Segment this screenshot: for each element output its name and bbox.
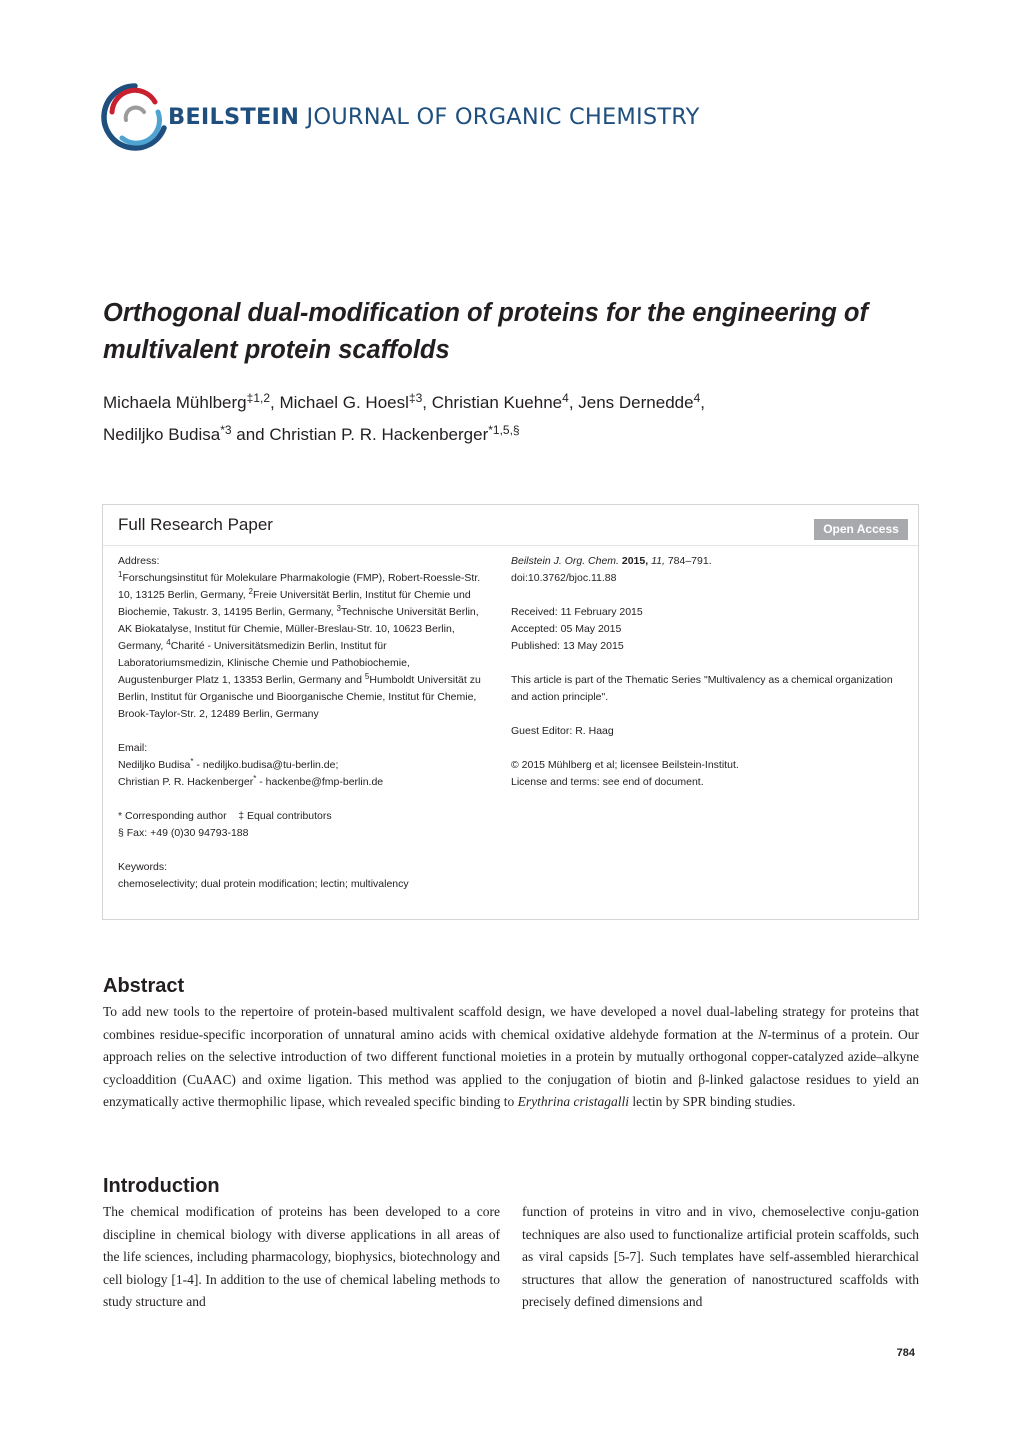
affiliation-number: 5 bbox=[364, 672, 370, 681]
journal-name bbox=[168, 104, 700, 130]
affiliation-number: 2 bbox=[248, 587, 253, 596]
citation-journal: Beilstein J. Org. Chem. bbox=[511, 555, 619, 567]
license-block bbox=[511, 757, 911, 791]
journal-name-rest: JOURNAL OF ORGANIC CHEMISTRY bbox=[299, 104, 700, 130]
published-date: Published: 13 May 2015 bbox=[511, 640, 624, 652]
affiliation-text: Charité - Universitätsmedizin Berlin, Institut für Laboratoriumsmedizin, Klinische Chemie und Pathobiochemie, Augustenburger Platz 1, 13353 Berlin, Germany and bbox=[118, 640, 410, 686]
affiliation-number: 3 bbox=[336, 604, 341, 613]
introduction-column-left: The chemical modification of proteins has been developed to a core discipline in chemical biology with diverse applications in all areas of the life sciences, including pharmacology, biophysics, biotechnology and cell biology [1-4]. In addition to the use of chemical labeling methods to study structure and bbox=[103, 1204, 500, 1310]
author-name: Michaela Mühlberg bbox=[103, 393, 247, 412]
abstract-heading: Abstract bbox=[103, 975, 185, 997]
citation-year: 2015, bbox=[621, 555, 649, 567]
email-author-mark: * bbox=[190, 757, 194, 766]
author-name: Christian Kuehne bbox=[431, 393, 563, 412]
author-name: Christian P. R. Hackenberger bbox=[269, 425, 489, 444]
box-divider bbox=[103, 545, 918, 546]
author-name: Michael G. Hoesl bbox=[279, 393, 409, 412]
article-title: Orthogonal dual-modification of proteins for the engineering of multivalent protein scaffolds bbox=[103, 299, 868, 364]
author-name: Jens Dernedde bbox=[578, 393, 694, 412]
abstract-italic: N bbox=[758, 1026, 768, 1042]
author-separator: , bbox=[270, 393, 280, 412]
journal-logo bbox=[100, 82, 700, 152]
address-label: Address: bbox=[118, 555, 160, 567]
author-affiliation: *1,5,§ bbox=[488, 423, 520, 437]
article-info-box bbox=[102, 504, 919, 920]
license-terms[interactable]: License and terms: see end of document. bbox=[511, 776, 704, 788]
guest-editor: Guest Editor: R. Haag bbox=[511, 725, 614, 737]
address-block bbox=[118, 553, 483, 723]
abstract-italic: Erythrina cristagalli bbox=[517, 1094, 629, 1110]
info-left-column bbox=[118, 553, 483, 910]
introduction-column-right: function of proteins in vitro and in vivo, chemoselective conju-gation techniques are also used to functionalize artificial protein scaffolds, such as viral capsids [5-7]. Such templates have self-assembled hierarchical structures that allow the generation of nanostructured scaffolds with precisely defined dimensions and bbox=[522, 1204, 919, 1310]
citation-volume: 11, bbox=[651, 555, 665, 567]
introduction-heading: Introduction bbox=[103, 1175, 220, 1197]
author-affiliation: 4 bbox=[562, 391, 569, 405]
author-affiliation: ‡1,2 bbox=[246, 391, 270, 405]
author-name: Nediljko Budisa bbox=[103, 425, 221, 444]
author-separator: , bbox=[700, 393, 705, 412]
email-label: Email: bbox=[118, 742, 148, 754]
keywords-label: Keywords: bbox=[118, 861, 168, 873]
page-number: 784 bbox=[896, 1347, 915, 1359]
received-date: Received: 11 February 2015 bbox=[511, 606, 643, 618]
dates-block bbox=[511, 604, 911, 655]
fax-footnote: § Fax: +49 (0)30 94793-188 bbox=[118, 827, 249, 839]
copyright: © 2015 Mühlberg et al; licensee Beilstein-Institut. bbox=[511, 759, 739, 771]
affiliation-text: Humboldt Universität zu Berlin, Institut für Organische und Bioorganische Chemie, Institut für Chemie, Brook-Taylor-Str. 2, 12489 Berlin, Germany bbox=[118, 674, 481, 720]
open-access-badge: Open Access bbox=[814, 519, 908, 540]
email-author: Christian P. R. Hackenberger bbox=[118, 776, 254, 788]
author-separator: , bbox=[568, 393, 579, 412]
email-address[interactable]: - hackenbe@fmp-berlin.de bbox=[256, 776, 384, 788]
affiliation-text: Technische Universität Berlin, AK Biokatalyse, Institut für Chemie, Müller-Breslau-Str. 10, 10623 Berlin, Germany, bbox=[118, 606, 479, 652]
doi-link[interactable]: doi:10.3762/bjoc.11.88 bbox=[511, 572, 617, 584]
footnotes-block bbox=[118, 808, 483, 842]
email-author-mark: * bbox=[253, 774, 257, 783]
series-note: This article is part of the Thematic Series "Multivalency as a chemical organization and action principle". bbox=[511, 674, 893, 703]
author-list bbox=[103, 387, 923, 451]
abstract-text bbox=[103, 1001, 919, 1114]
email-author: Nediljko Budisa bbox=[118, 759, 191, 771]
author-affiliation: *3 bbox=[220, 423, 232, 437]
keywords-text: chemoselectivity; dual protein modification; lectin; multivalency bbox=[118, 878, 409, 890]
citation bbox=[511, 553, 911, 570]
beilstein-logo-icon bbox=[100, 82, 170, 152]
citation-pages: 784–791. bbox=[667, 555, 712, 567]
author-affiliation: 4 bbox=[693, 391, 701, 405]
email-entry bbox=[118, 757, 483, 774]
email-entry bbox=[118, 774, 483, 791]
citation-block bbox=[511, 553, 911, 587]
affiliation-text: Freie Universität Berlin, Institut für Chemie und Biochemie, Takustr. 3, 14195 Berlin, Germany, bbox=[118, 589, 471, 618]
info-right-column bbox=[511, 553, 911, 808]
accepted-date: Accepted: 05 May 2015 bbox=[511, 623, 622, 635]
affiliation-number: 4 bbox=[166, 638, 171, 647]
corresponding-footnote: * Corresponding author ‡ Equal contributors bbox=[118, 810, 332, 822]
email-block bbox=[118, 740, 483, 791]
affiliation-text: Forschungsinstitut für Molekulare Pharmakologie (FMP), Robert-Roessle-Str. 10, 13125 Berlin, Germany, bbox=[118, 572, 481, 601]
article-type: Full Research Paper bbox=[118, 515, 273, 534]
abstract-segment: lectin by SPR binding studies. bbox=[628, 1094, 796, 1110]
journal-name-bold: BEILSTEIN bbox=[168, 104, 300, 130]
author-separator: and bbox=[231, 425, 270, 444]
keywords-block bbox=[118, 859, 483, 893]
affiliation-number: 1 bbox=[118, 570, 123, 579]
abstract-segment: To add new tools to the repertoire of protein-based multivalent scaffold design, we have developed a novel dual-labeling strategy for proteins that combines residue-specific incorporation of unnatural amino acids with chemical oxidative aldehyde formation at the bbox=[103, 1004, 919, 1042]
abstract-segment: -terminus of a protein. Our approach relies on the selective introduction of two different functional moieties in a protein by mutually orthogonal copper-catalyzed azide–alkyne cycloaddition (CuAAC) and oxime ligation. This method was applied to the conjugation of biotin and β-linked galactose residues to yield an enzymatically active thermophilic lipase, which revealed specific binding to bbox=[103, 1026, 919, 1110]
email-address[interactable]: - nediljko.budisa@tu-berlin.de; bbox=[193, 759, 339, 771]
author-affiliation: ‡3 bbox=[408, 391, 423, 405]
address-text bbox=[118, 570, 483, 723]
author-separator: , bbox=[422, 393, 432, 412]
